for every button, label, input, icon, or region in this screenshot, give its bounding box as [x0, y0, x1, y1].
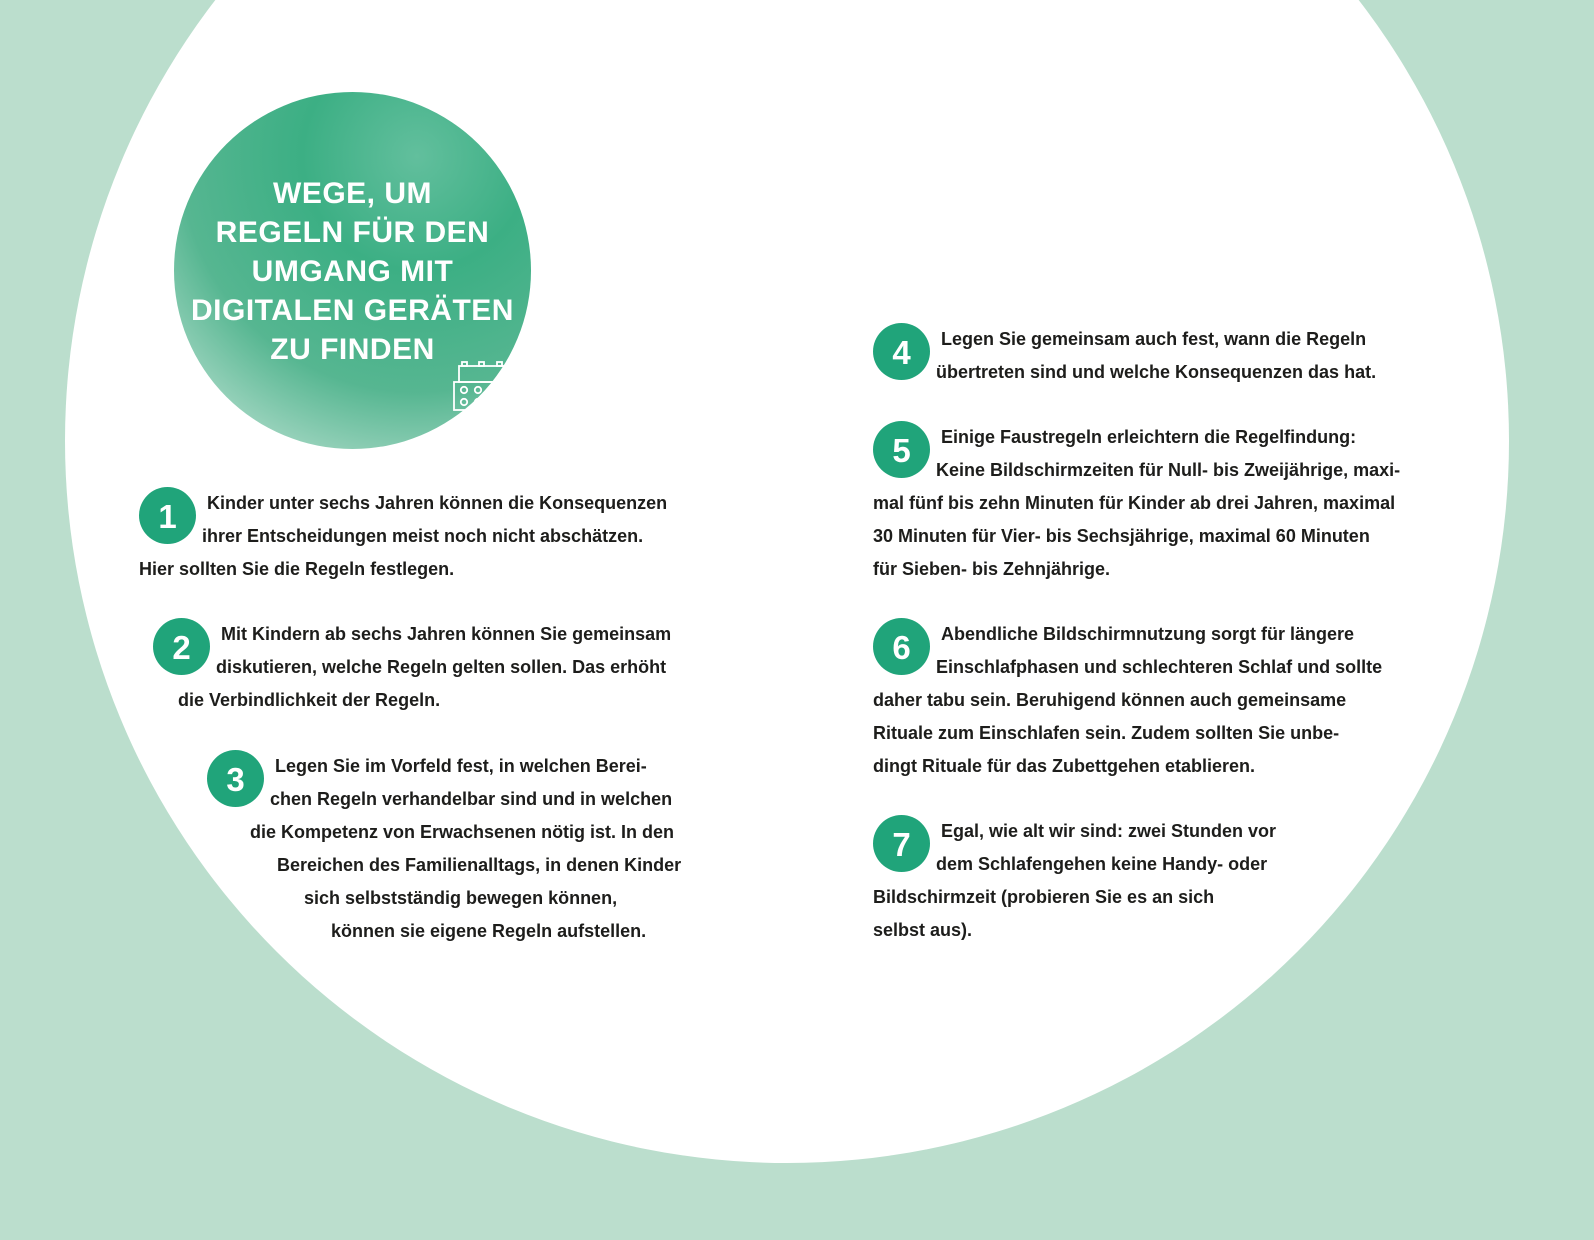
item-7-line: Egal, wie alt wir sind: zwei Stunden vor — [941, 821, 1277, 841]
lego-blocks-icon — [452, 356, 532, 412]
item-2-line: diskutieren, welche Regeln gelten sollen. Das erhöht — [216, 657, 667, 677]
list-item-6 — [873, 618, 1382, 783]
item-7-line: selbst aus). — [873, 920, 973, 940]
item-3-line: chen Regeln verhandelbar sind und in welchen — [270, 789, 673, 809]
list-item-4 — [873, 323, 1376, 389]
item-number-3: 3 — [207, 750, 264, 807]
list-item-5 — [873, 421, 1400, 586]
item-number-6: 6 — [873, 618, 930, 675]
item-4-line: übertreten sind und welche Konsequenzen das hat. — [936, 362, 1377, 382]
item-7-line: Bildschirmzeit (probieren Sie es an sich — [873, 887, 1215, 907]
item-5-line: Einige Faustregeln erleichtern die Regelfindung: — [941, 427, 1357, 447]
page-title: WEGE, UM REGELN FÜR DEN UMGANG MIT DIGITALEN GERÄTEN ZU FINDEN — [191, 177, 514, 366]
item-7-line: dem Schlafengehen keine Handy- oder — [936, 854, 1268, 874]
item-number-1: 1 — [139, 487, 196, 544]
list-item-7 — [873, 815, 1276, 947]
item-number-7: 7 — [873, 815, 930, 872]
item-1-line: Hier sollten Sie die Regeln festlegen. — [139, 559, 455, 579]
item-2-line: die Verbindlichkeit der Regeln. — [178, 690, 441, 710]
list-item-3 — [207, 750, 681, 948]
item-5-line: 30 Minuten für Vier- bis Sechsjährige, maximal 60 Minuten — [873, 526, 1370, 546]
item-5-line: mal fünf bis zehn Minuten für Kinder ab drei Jahren, maximal — [873, 493, 1396, 513]
item-6-line: dingt Rituale für das Zubettgehen etablieren. — [873, 756, 1256, 776]
item-6-line: Einschlafphasen und schlechteren Schlaf und sollte — [936, 657, 1383, 677]
item-1-line: ihrer Entscheidungen meist noch nicht abschätzen. — [202, 526, 644, 546]
item-2-line: Mit Kindern ab sechs Jahren können Sie gemeinsam — [221, 624, 672, 644]
item-number-4: 4 — [873, 323, 930, 380]
list-item-1 — [139, 487, 667, 586]
item-5-line: Keine Bildschirmzeiten für Null- bis Zweijährige, maxi- — [936, 460, 1401, 480]
item-3-line: können sie eigene Regeln aufstellen. — [331, 921, 647, 941]
item-1-line: Kinder unter sechs Jahren können die Konsequenzen — [207, 493, 668, 513]
item-number-5: 5 — [873, 421, 930, 478]
item-6-line: Rituale zum Einschlafen sein. Zudem sollten Sie unbe- — [873, 723, 1340, 743]
item-6-line: daher tabu sein. Beruhigend können auch gemeinsame — [873, 690, 1347, 710]
item-3-line: Bereichen des Familienalltags, in denen Kinder — [277, 855, 682, 875]
item-3-line: die Kompetenz von Erwachsenen nötig ist. In den — [250, 822, 675, 842]
item-3-line: sich selbstständig bewegen können, — [304, 888, 618, 908]
item-5-line: für Sieben- bis Zehnjährige. — [873, 559, 1111, 579]
list-item-2 — [153, 618, 671, 717]
item-4-line: Legen Sie gemeinsam auch fest, wann die Regeln — [941, 329, 1367, 349]
item-6-line: Abendliche Bildschirmnutzung sorgt für längere — [941, 624, 1355, 644]
item-number-2: 2 — [153, 618, 210, 675]
item-3-line: Legen Sie im Vorfeld fest, in welchen Berei- — [275, 756, 647, 776]
